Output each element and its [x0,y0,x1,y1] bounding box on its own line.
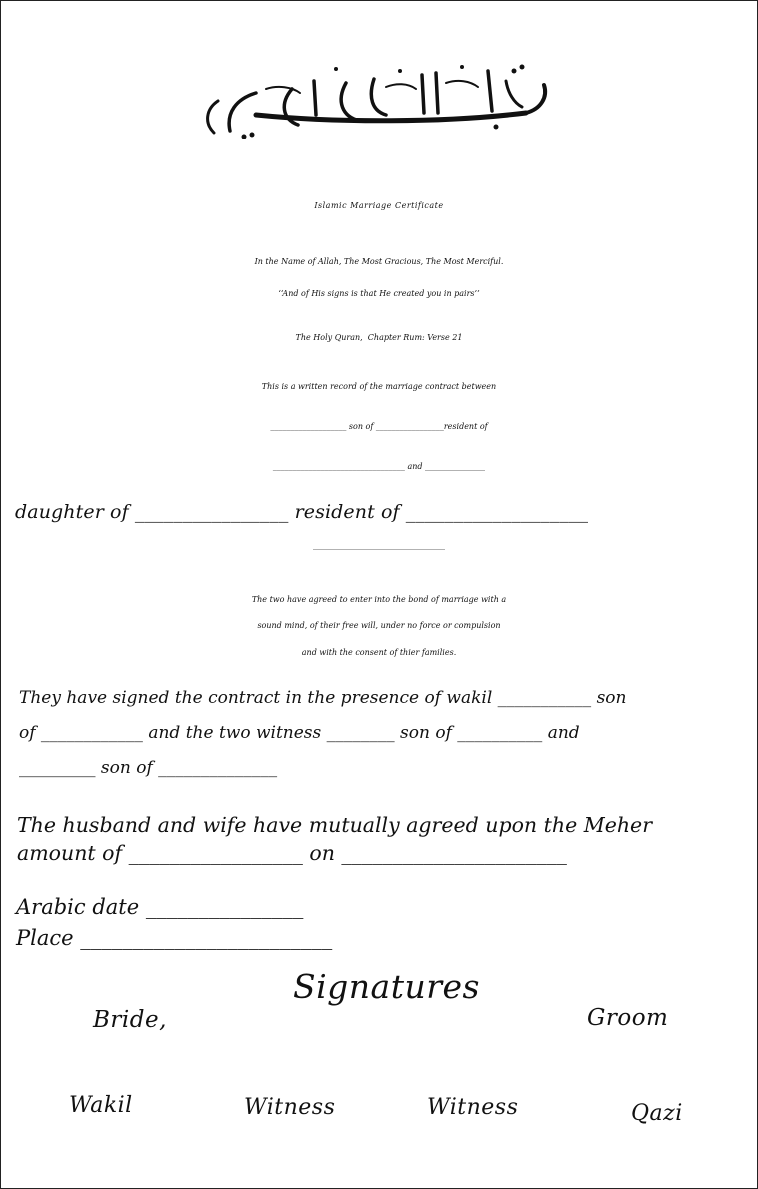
quran-verse: ‘‘And of His signs is that He created you in pairs’’ [278,289,480,298]
agreement-line-2: sound mind, of their free will, under no force or compulsion [257,621,501,630]
invocation-line: In the Name of Allah, The Most Gracious, The Most Merciful. [254,257,504,266]
groom-signature-label: Groom [587,1005,669,1031]
certificate-title: Islamic Marriage Certificate [314,201,444,210]
qazi-signature-label: Qazi [631,1101,683,1126]
wakil-signature-label: Wakil [69,1093,133,1118]
agreement-line-3: and with the consent of thier families. [301,648,457,657]
arabic-date-field: Arabic date _______________ [16,895,304,919]
basmala-calligraphy [196,53,568,139]
record-line-1: This is a written record of the marriage contract between [261,382,497,391]
record-line-3: _________________________________ and _______________ [272,462,486,471]
witness-2-signature-label: Witness [427,1095,519,1120]
meher-line-2: amount of _________________ on ______________________ [17,841,567,865]
record-line-2: ___________________ son of _________________resident of [270,422,488,431]
record-line-4: daughter of ________________ resident of ___________________ [15,501,589,523]
verse-source: The Holy Quran, Chapter Rum: Verse 21 [295,333,463,342]
signed-line-2: of ____________ and the two witness ________ son of __________ and [19,723,580,743]
signatures-heading: Signatures [293,967,480,1006]
witness-1-signature-label: Witness [244,1095,336,1120]
bride-signature-label: Bride, [93,1007,167,1033]
signed-line-3: _________ son of ______________ [19,758,278,778]
place-field: Place ________________________ [16,926,333,950]
record-line-5: _________________________________ [313,541,445,550]
signed-line-1: They have signed the contract in the presence of wakil ___________ son [19,688,627,708]
meher-line-1: The husband and wife have mutually agreed upon the Meher [17,813,652,837]
agreement-line-1: The two have agreed to enter into the bond of marriage with a [251,595,507,604]
